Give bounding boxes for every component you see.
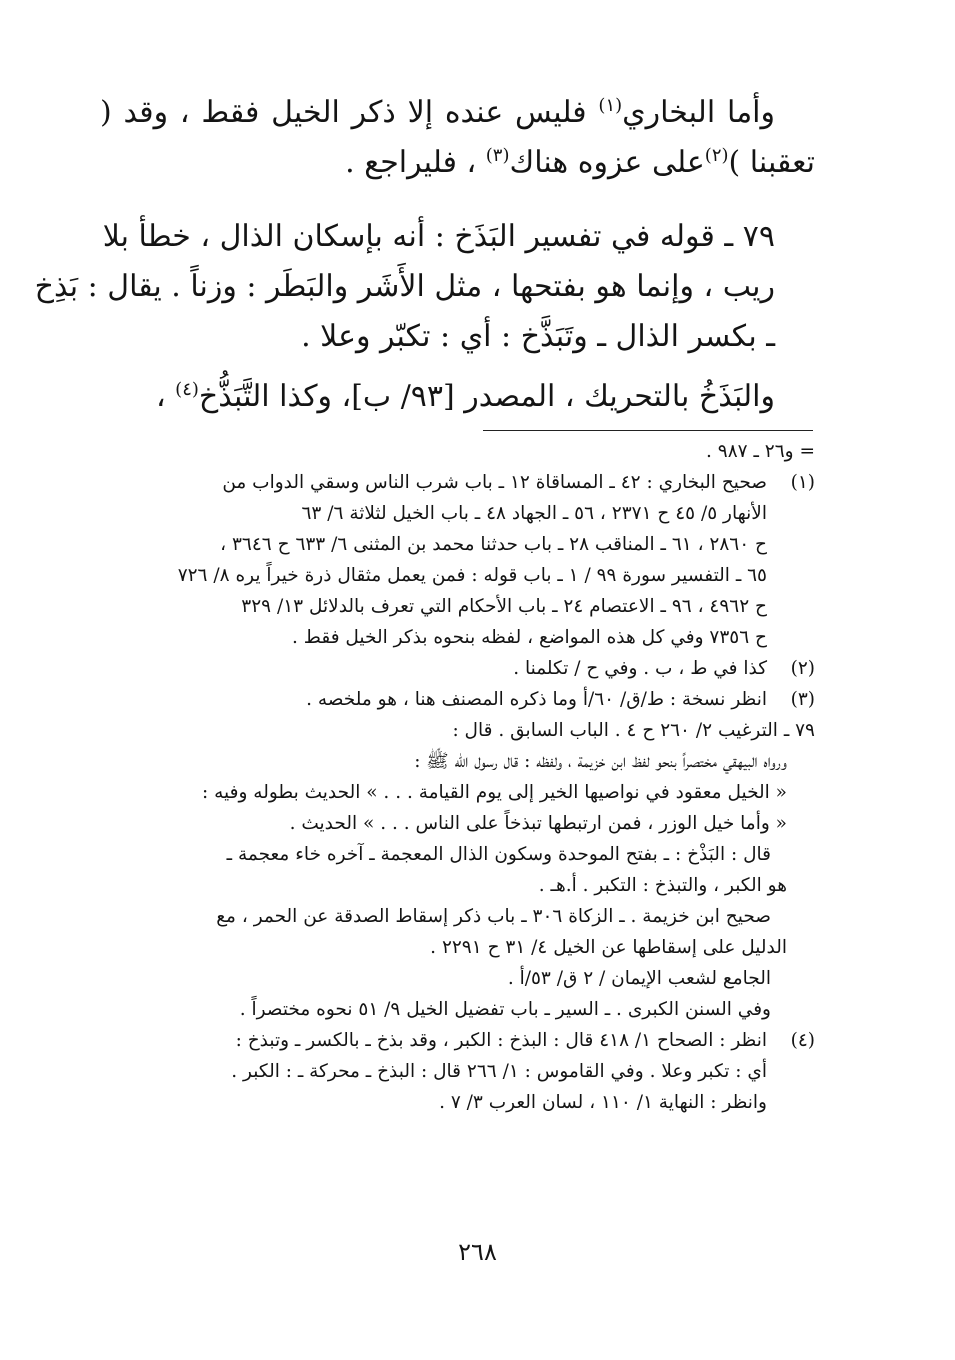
footnote-79-heading: ٧٩ ـ الترغيب ٢/ ٢٦٠ ح ٤ . الباب السابق . قال : xyxy=(452,720,815,741)
para3-text-a: والبَذَخُ بالتحريك ، المصدر [٩٣/ ب]، وكذا التَّبَذُّخ xyxy=(198,379,775,414)
para3-text-b: ، xyxy=(155,379,176,414)
footnote-4-line: انظر : الصحاح ١/ ٤١٨ قال : البذخ : الكبر ، وقد بذخ ـ بالكسر ـ وتبذخ : xyxy=(235,1030,767,1051)
footnote-1-line: ح ٢٨٦٠ ، ٦١ ـ المناقب ٢٨ ـ باب حدثنا محمد بن المثنى ٦/ ٦٣٣ ح ٣٦٤٦ ، xyxy=(220,534,767,555)
footnote-2-number: (٢) xyxy=(790,658,815,679)
main-text-para-3 xyxy=(100,372,815,422)
footnote-ref-1: (١) xyxy=(598,95,623,116)
footnote-2 xyxy=(98,653,815,684)
para1-text-e: ، فليراجع . xyxy=(345,145,486,180)
para1-text-a: وأما البخاري xyxy=(622,95,775,130)
footnote-79-line: قال : البَذْخ : ـ بفتح الموحدة وسكون الذال المعجمة ـ آخره خاء معجمة ـ xyxy=(226,844,771,865)
footnote-1-line: ح ٤٩٦٢ ، ٩٦ ـ الاعتصام ٢٤ ـ باب الأحكام التي تعرف بالدلائل ١٣/ ٣٢٩ xyxy=(241,596,767,617)
footnote-3-text: انظر نسخة : ط/ق/ ٦٠/أ وما ذكره المصنف هنا ، هو ملخصه . xyxy=(306,689,767,710)
footnotes xyxy=(98,436,815,1118)
paragraph-3 xyxy=(100,372,815,422)
para2-line-1: ٧٩ ـ قوله في تفسير البَذَخ : أنه بإسكان الذال ، خطأ بلا xyxy=(102,219,775,254)
paragraph-1 xyxy=(100,88,815,188)
footnote-1 xyxy=(98,467,815,653)
footnote-1-line: ح ٧٣٥٦ وفي كل هذه المواضع ، لفظه بنحوه بذكر الخيل فقط . xyxy=(292,627,767,648)
footnote-1-line: صحيح البخاري : ٤٢ ـ المساقاة ١٢ ـ باب شرب الناس وسقي الدواب من xyxy=(222,472,767,493)
footnote-3 xyxy=(98,684,815,715)
footnote-4-line: وانظر : النهاية ١/ ١١٠ ، لسان العرب ٣/ ٧ . xyxy=(439,1092,767,1113)
footnote-79-line: صحيح ابن خزيمة . ـ الزكاة ٣٠٦ ـ باب ذكر إسقاط الصدقة عن الحمر ، مع xyxy=(216,906,771,927)
footnote-79-line: ورواه البيهقي مختصراً بنحو لفظ ابن خزيمة ، ولفظه : قال رسول الله ﷺ : xyxy=(414,751,787,772)
footnote-4-line: أي : تكبر وعلا . وفي القاموس : ١/ ٢٦٦ قال : البذخ ـ محركة ـ : الكبر . xyxy=(231,1061,767,1082)
footnote-separator xyxy=(483,430,813,431)
footnote-1-line: الأنهار ٥/ ٤٥ ح ٢٣٧١ ، ٥٦ ـ الجهاد ٤٨ ـ باب الخيل لثلاثة ٦/ ٦٣ xyxy=(301,503,767,524)
footnote-79-line: هو الكبر ، والتبذخ : التكبر . أ.هـ . xyxy=(538,875,787,896)
footnote-4 xyxy=(98,1025,815,1118)
footnote-79-line: « الخيل معقود في نواصيها الخير إلى يوم القيامة . . . » الحديث بطوله وفيه : xyxy=(202,782,787,803)
footnote-ref-3: (٣) xyxy=(485,145,510,166)
footnote-1-number: (١) xyxy=(790,472,815,493)
footnote-continuation: = و٢٦ ـ ٩٨٧ . xyxy=(706,441,815,462)
para2-line-2: ريب ، وإنما هو بفتحها ، مثل الأَشَر والبَطَر : وزناً . يقال : بَذِخ xyxy=(34,269,775,304)
para1-text-b: فليس عنده إلا ذكر الخيل فقط ، وقد xyxy=(123,95,599,130)
footnote-1-line: ٦٥ ـ التفسير سورة ٩٩ / ١ ـ باب قوله : فمن يعمل مثقال ذرة خيراً يره ٨/ ٧٢٦ xyxy=(177,565,767,586)
footnote-79-line: الجامع لشعب الإيمان / ٢ ق/ ٥٣/أ . xyxy=(507,968,771,989)
footnote-4-number: (٤) xyxy=(790,1030,815,1051)
footnote-79-line: « وأما خيل الوزر ، فمن ارتبطها تبذخاً على الناس . . . » الحديث . xyxy=(289,813,787,834)
para1-text-c: ( تعقبنا ) xyxy=(100,95,815,180)
main-text xyxy=(100,88,815,188)
footnote-79-line: وفي السنن الكبرى . ـ السير ـ باب تفضيل الخيل ٩/ ٥١ نحوه مختصراً . xyxy=(239,999,771,1020)
footnote-ref-4: (٤) xyxy=(175,379,199,400)
footnote-3-number: (٣) xyxy=(790,689,815,710)
main-text-section-79 xyxy=(34,212,815,362)
footnote-79 xyxy=(98,715,815,1025)
page-number: ٢٦٨ xyxy=(458,1238,497,1266)
footnote-2-text: كذا في ط ، ب . وفي ح / تكلمنا . xyxy=(513,658,767,679)
footnote-ref-2: (٢) xyxy=(704,145,729,166)
paragraph-2 xyxy=(34,212,815,362)
para1-text-d: على عزوه هناك xyxy=(509,145,705,180)
para2-line-3: ـ بكسر الذال ـ وتَبَذَّخ : أي : تكبّر وعلا . xyxy=(301,319,775,354)
footnote-79-line: الدليل على إسقاطها عن الخيل ٤/ ٣١ ح ٢٢٩١ . xyxy=(430,937,787,958)
